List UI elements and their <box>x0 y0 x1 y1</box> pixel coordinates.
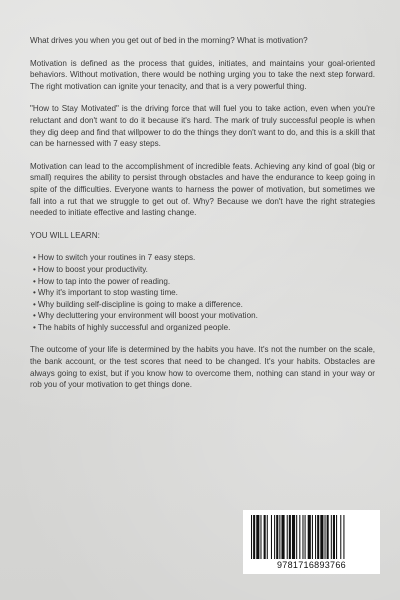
barcode-bar <box>317 515 319 559</box>
list-item: • Why decluttering your environment will boost your motivation. <box>33 310 375 322</box>
barcode-bar <box>336 515 337 559</box>
list-item: • Why it's important to stop wasting time. <box>33 287 375 299</box>
barcode-bar <box>251 515 252 559</box>
list-item: • How to boost your productivity. <box>33 264 375 276</box>
barcode-bar <box>320 515 323 559</box>
barcode-bar <box>279 515 280 559</box>
barcode-bar <box>276 515 278 559</box>
barcode-bar <box>281 515 284 559</box>
barcode-bar <box>267 515 268 559</box>
barcode-bar <box>340 515 341 559</box>
barcode-bar <box>289 515 291 559</box>
barcode-bar <box>271 515 272 559</box>
barcode-bar <box>260 515 261 559</box>
list-item: • How to tap into the power of reading. <box>33 276 375 288</box>
paragraph-driving-force: "How to Stay Motivated" is the driving force that will fuel you to take action, even when you're reluctant and don't want to do it because it's hard. The mark of truly successful people is when they dig deep and find that willpower to do the things they don't want to do, and this is a skill that can be harnessed with 7 easy steps. <box>30 104 375 149</box>
barcode-bar <box>264 515 266 559</box>
paragraph-definition: Motivation is defined as the process that guides, initiates, and maintains your goal-oriented behaviors. Without motivation, there would be nothing urging you to take the next step forward. The right motivation can ignite your tenacity, and that is a very powerful thing. <box>30 58 375 91</box>
barcode-bar <box>305 515 306 559</box>
barcode-bar <box>299 515 300 559</box>
barcode-bar <box>312 515 313 559</box>
barcode-bar <box>296 515 297 559</box>
barcode-bar <box>343 515 344 559</box>
paragraph-accomplishment: Motivation can lead to the accomplishment of incredible feats. Achieving any kind of goal (big or small) requires the ability to persist through obstacles and have the endurance to keep going in spite of the difficulties. Everyone wants to harness the power of motivation, but sometimes we fall into a rut that we struggle to get out of. Why? Because we don't have the right strategies needed to initiate effective and lasting change. <box>30 161 375 218</box>
barcode-bar <box>253 515 255 559</box>
barcode-icon <box>251 515 373 559</box>
description-text <box>30 35 375 402</box>
isbn-number: 9781716893766 <box>277 560 346 570</box>
barcode-bar <box>292 515 295 559</box>
barcode-bar <box>325 515 326 559</box>
barcode-bar <box>302 515 303 559</box>
barcode-bar <box>287 515 288 559</box>
barcode-bar <box>315 515 316 559</box>
list-item: • Why building self-discipline is going to make a difference. <box>33 299 375 311</box>
list-item: • The habits of highly successful and organized people. <box>33 322 375 334</box>
learn-heading: YOU WILL LEARN: <box>30 230 100 240</box>
barcode-bar <box>331 515 332 559</box>
barcode-bar <box>274 515 275 559</box>
barcode-bar <box>308 515 311 559</box>
list-item: • How to switch your routines in 7 easy steps. <box>33 252 375 264</box>
paragraph-habits: The outcome of your life is determined by the habits you have. It's not the number on the scale, the bank account, or the test scores that need to be changed. It's your habits. Obstacles are always going to exist, but if you know how to overcome them, nothing can stand in your way or rob you of your motivation to get things done. <box>30 345 375 390</box>
barcode-bar <box>333 515 335 559</box>
barcode-bar <box>327 515 329 559</box>
barcode-box <box>243 510 380 574</box>
barcode-bar <box>256 515 259 559</box>
intro-question: What drives you when you get out of bed in the morning? What is motivation? <box>30 36 308 45</box>
learn-list <box>30 252 375 333</box>
